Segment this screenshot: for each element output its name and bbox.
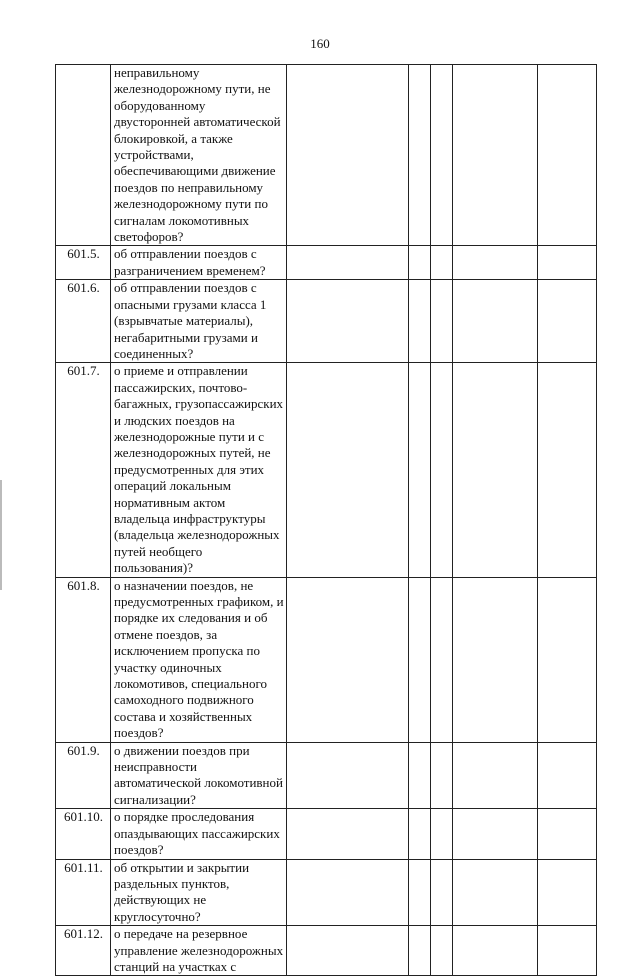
answer-cell <box>453 65 538 246</box>
question-text: об отправлении поездов с опасными грузами класса 1 (взрывчатые материалы), негабаритными грузами и соединенных? <box>111 280 287 363</box>
answer-cell <box>538 742 597 809</box>
answer-cell <box>287 926 409 976</box>
question-text: о порядке проследования опаздывающих пассажирских поездов? <box>111 809 287 859</box>
answer-cell <box>431 280 453 363</box>
item-number: 601.9. <box>56 742 111 809</box>
table-row <box>56 246 597 280</box>
answer-cell <box>287 577 409 742</box>
table-row <box>56 742 597 809</box>
answer-cell <box>538 363 597 577</box>
answer-cell <box>431 742 453 809</box>
answer-cell <box>431 363 453 577</box>
scan-artifact-line <box>0 480 2 590</box>
table-row <box>56 363 597 577</box>
question-text: о приеме и отправлении пассажирских, почтово-багажных, грузопассажирских и людских поездов на железнодорожные пути и с железнодорожных путей, не предусмотренных для этих операций локальным нормативным актом владельца инфраструктуры (владельца железнодорожных путей необщего пользования)? <box>111 363 287 577</box>
answer-cell <box>409 859 431 926</box>
table-row <box>56 926 597 976</box>
answer-cell <box>538 246 597 280</box>
answer-cell <box>538 577 597 742</box>
question-text: о движении поездов при неисправности автоматической локомотивной сигнализации? <box>111 742 287 809</box>
question-text: об открытии и закрытии раздельных пунктов, действующих не круглосуточно? <box>111 859 287 926</box>
checklist-table <box>55 64 597 976</box>
answer-cell <box>287 280 409 363</box>
answer-cell <box>287 65 409 246</box>
answer-cell <box>287 363 409 577</box>
answer-cell <box>453 859 538 926</box>
item-number: 601.12. <box>56 926 111 976</box>
answer-cell <box>431 577 453 742</box>
table-row <box>56 809 597 859</box>
answer-cell <box>453 577 538 742</box>
answer-cell <box>538 280 597 363</box>
item-number <box>56 65 111 246</box>
answer-cell <box>453 363 538 577</box>
table-row <box>56 577 597 742</box>
answer-cell <box>409 280 431 363</box>
page-number: 160 <box>310 36 330 51</box>
answer-cell <box>431 809 453 859</box>
answer-cell <box>538 809 597 859</box>
question-text: неправильному железнодорожному пути, не оборудованному двусторонней автоматической блокировкой, а также устройствами, обеспечивающими движение поездов по неправильному железнодорожному пути по сигналам локомотивных светофоров? <box>111 65 287 246</box>
table-row <box>56 65 597 246</box>
table-row <box>56 859 597 926</box>
answer-cell <box>287 809 409 859</box>
answer-cell <box>409 809 431 859</box>
answer-cell <box>409 742 431 809</box>
item-number: 601.10. <box>56 809 111 859</box>
question-text: о передаче на резервное управление железнодорожных станций на участках с <box>111 926 287 976</box>
answer-cell <box>287 859 409 926</box>
item-number: 601.8. <box>56 577 111 742</box>
answer-cell <box>287 742 409 809</box>
answer-cell <box>453 926 538 976</box>
answer-cell <box>409 363 431 577</box>
question-text: об отправлении поездов с разграничением временем? <box>111 246 287 280</box>
answer-cell <box>431 246 453 280</box>
item-number: 601.6. <box>56 280 111 363</box>
item-number: 601.5. <box>56 246 111 280</box>
item-number: 601.7. <box>56 363 111 577</box>
answer-cell <box>409 926 431 976</box>
answer-cell <box>453 809 538 859</box>
question-text: о назначении поездов, не предусмотренных графиком, и порядке их следования и об отмене поездов, за исключением пропуска по участку одиночных локомотивов, специального самоходного подвижного состава и хозяйственных поездов? <box>111 577 287 742</box>
answer-cell <box>431 926 453 976</box>
answer-cell <box>431 859 453 926</box>
answer-cell <box>538 926 597 976</box>
answer-cell <box>409 577 431 742</box>
item-number: 601.11. <box>56 859 111 926</box>
answer-cell <box>453 742 538 809</box>
answer-cell <box>538 65 597 246</box>
answer-cell <box>409 246 431 280</box>
answer-cell <box>453 246 538 280</box>
answer-cell <box>409 65 431 246</box>
answer-cell <box>538 859 597 926</box>
table-row <box>56 280 597 363</box>
answer-cell <box>431 65 453 246</box>
answer-cell <box>287 246 409 280</box>
answer-cell <box>453 280 538 363</box>
